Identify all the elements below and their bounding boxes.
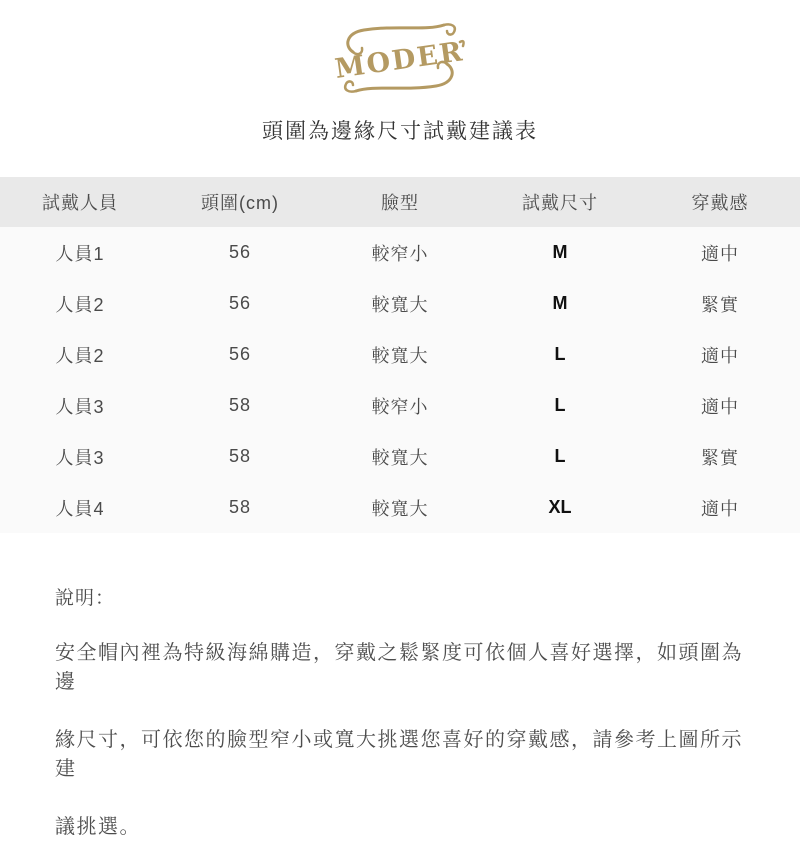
header-try-size: 試戴尺寸 <box>480 177 640 227</box>
table-cell: 較窄小 <box>371 396 429 417</box>
brand-logo <box>0 0 800 103</box>
svg-text:MODER: MODER <box>333 36 466 85</box>
table-cell: 較寬大 <box>371 294 429 315</box>
table-cell: 較寬大 <box>371 447 429 468</box>
table-cell: 56 <box>228 293 252 313</box>
table-cell: 58 <box>228 395 252 415</box>
table-cell: 人員3 <box>55 447 105 468</box>
header-face-shape: 臉型 <box>320 177 480 227</box>
table-cell: 較寬大 <box>371 498 429 519</box>
header-row <box>0 177 800 227</box>
table-cell: 緊實 <box>701 294 739 315</box>
fit-table-header <box>0 177 800 227</box>
fit-table <box>0 177 800 533</box>
header-fit-feel: 穿戴感 <box>640 177 800 227</box>
table-cell: L <box>554 446 566 466</box>
explanation-line: 安全帽內裡為特級海綿購造，穿戴之鬆緊度可依個人喜好選擇，如頭圍為邊 <box>55 642 743 693</box>
table-cell: 56 <box>228 344 252 364</box>
table-cell: 適中 <box>701 396 739 417</box>
table-cell: 適中 <box>701 243 739 264</box>
table-cell: 56 <box>228 242 252 262</box>
table-row <box>0 227 800 278</box>
explanation-label: 說明： <box>55 588 116 609</box>
table-cell: 緊實 <box>701 447 739 468</box>
explanation-line: 緣尺寸，可依您的臉型窄小或寬大挑選您喜好的穿戴感，請參考上圖所示建 <box>55 729 743 780</box>
table-cell: 58 <box>228 446 252 466</box>
table-row <box>0 431 800 482</box>
table-row <box>0 329 800 380</box>
table-cell: 58 <box>228 497 252 517</box>
table-cell: L <box>554 395 566 415</box>
explanation-line: 議挑選。 <box>55 816 141 838</box>
header-tester: 試戴人員 <box>0 177 160 227</box>
table-cell: XL <box>548 497 572 517</box>
table-cell: 人員4 <box>55 498 105 519</box>
table-cell: 人員1 <box>55 243 105 264</box>
page-title: 頭圍為邊緣尺寸試戴建議表 <box>262 120 538 143</box>
fit-table-body <box>0 227 800 533</box>
explanation-section <box>55 583 745 842</box>
table-cell: 人員2 <box>55 345 105 366</box>
table-row <box>0 278 800 329</box>
header-head-circ: 頭圍(cm) <box>160 177 320 227</box>
table-cell: 適中 <box>701 498 739 519</box>
table-cell: 適中 <box>701 345 739 366</box>
table-cell: L <box>554 344 566 364</box>
table-cell: M <box>552 242 568 262</box>
table-cell: 較窄小 <box>371 243 429 264</box>
table-cell: 人員3 <box>55 396 105 417</box>
table-cell: 較寬大 <box>371 345 429 366</box>
table-row <box>0 482 800 533</box>
table-cell: 人員2 <box>55 294 105 315</box>
table-cell: M <box>552 293 568 313</box>
moder-logo-icon <box>320 16 480 98</box>
table-row <box>0 380 800 431</box>
